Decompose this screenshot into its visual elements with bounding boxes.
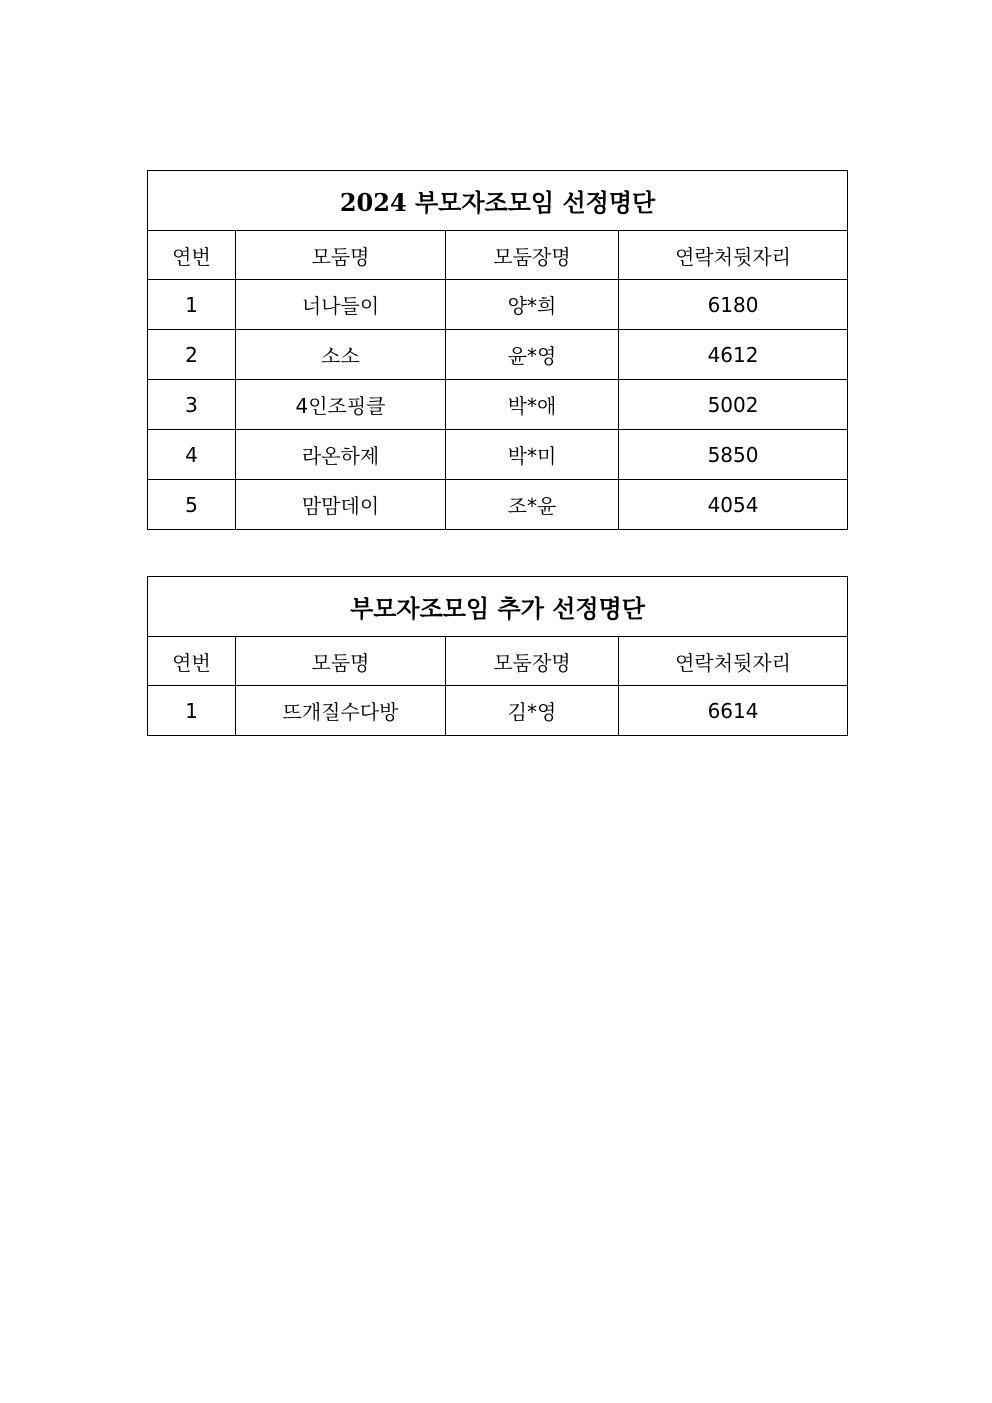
leader-name: 윤*영 (446, 330, 619, 380)
group-name: 뜨개질수다방 (236, 686, 446, 736)
additional-selection-table (147, 576, 848, 736)
group-name: 맘맘데이 (236, 480, 446, 530)
row-number: 1 (148, 686, 236, 736)
table-row (148, 430, 848, 480)
table-row (148, 280, 848, 330)
leader-name: 조*윤 (446, 480, 619, 530)
column-header-number: 연번 (148, 231, 236, 280)
group-name: 너나들이 (236, 280, 446, 330)
column-header-phone-last-digits: 연락처뒷자리 (619, 231, 848, 280)
table-header-row (148, 637, 848, 686)
phone-last-digits: 5002 (619, 380, 848, 430)
table-title: 부모자조모임 추가 선정명단 (148, 577, 848, 637)
table-row (148, 686, 848, 736)
column-header-leader-name: 모둠장명 (446, 231, 619, 280)
selection-table (147, 170, 848, 530)
column-header-group-name: 모둠명 (236, 231, 446, 280)
group-name: 소소 (236, 330, 446, 380)
group-name: 라온하제 (236, 430, 446, 480)
table-row (148, 480, 848, 530)
phone-last-digits: 5850 (619, 430, 848, 480)
table-row (148, 380, 848, 430)
row-number: 2 (148, 330, 236, 380)
group-name: 4인조핑클 (236, 380, 446, 430)
column-header-phone-last-digits: 연락처뒷자리 (619, 637, 848, 686)
phone-last-digits: 4054 (619, 480, 848, 530)
row-number: 1 (148, 280, 236, 330)
column-header-group-name: 모둠명 (236, 637, 446, 686)
phone-last-digits: 6180 (619, 280, 848, 330)
phone-last-digits: 4612 (619, 330, 848, 380)
row-number: 4 (148, 430, 236, 480)
table-title: 2024 부모자조모임 선정명단 (148, 171, 848, 231)
table-header-row (148, 231, 848, 280)
row-number: 5 (148, 480, 236, 530)
phone-last-digits: 6614 (619, 686, 848, 736)
row-number: 3 (148, 380, 236, 430)
table-row (148, 330, 848, 380)
column-header-number: 연번 (148, 637, 236, 686)
column-header-leader-name: 모둠장명 (446, 637, 619, 686)
leader-name: 양*희 (446, 280, 619, 330)
leader-name: 김*영 (446, 686, 619, 736)
leader-name: 박*미 (446, 430, 619, 480)
leader-name: 박*애 (446, 380, 619, 430)
